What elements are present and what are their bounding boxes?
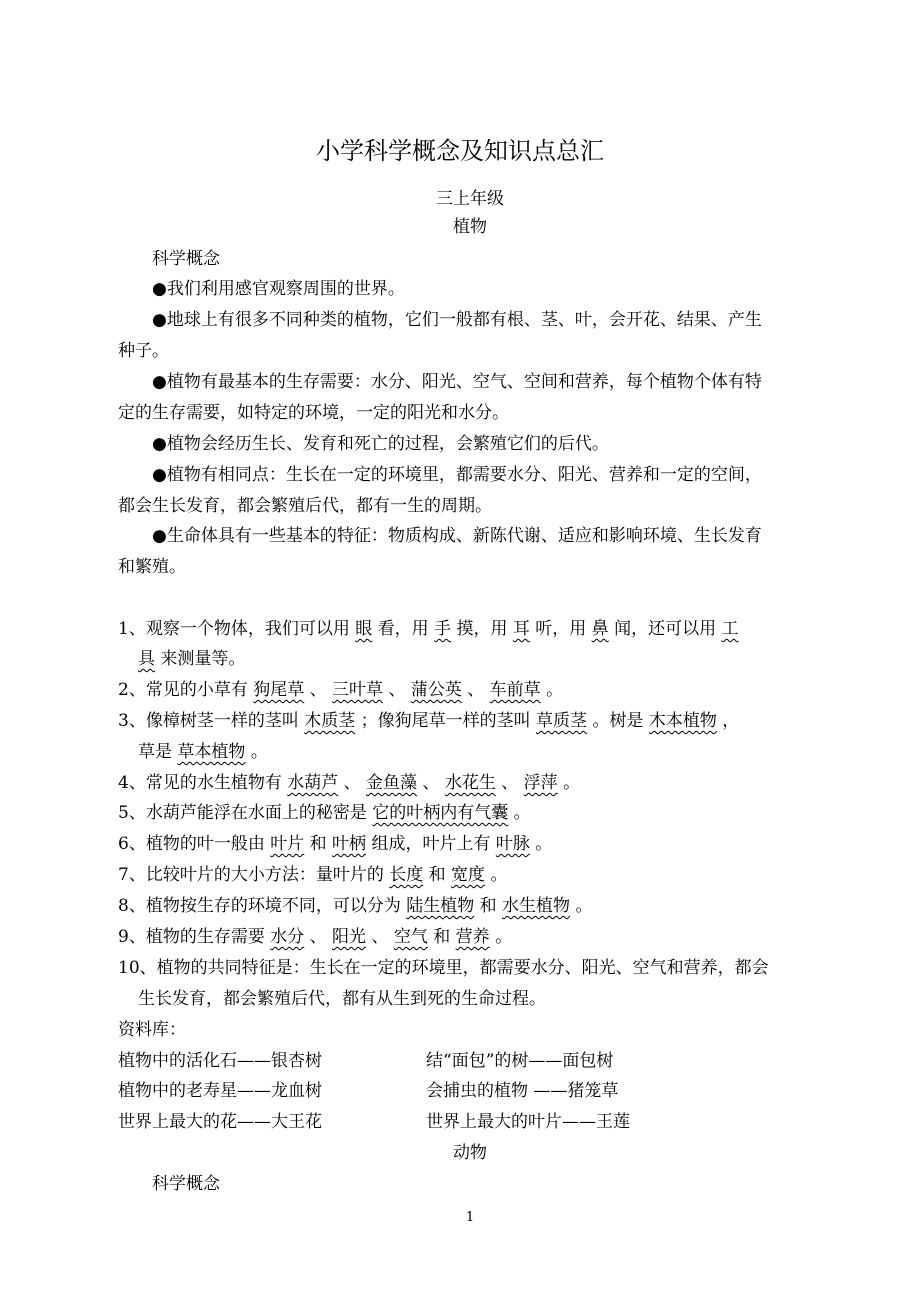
question-4: 4、常见的水生植物有 水葫芦 、 金鱼藻 、 水花生 、 浮萍 。 [118, 773, 581, 793]
library-item: 植物中的活化石——银杏树 [118, 1051, 322, 1071]
answer-blank: 陆生植物 [406, 896, 475, 916]
concept-line: ●植物会经历生长、发育和死亡的过程，会繁殖它们的后代。 [152, 434, 609, 454]
library-item: 世界上最大的叶片——王莲 [426, 1112, 630, 1132]
answer-blank: 狗尾草 [253, 680, 305, 700]
question-2: 2、常见的小草有 狗尾草 、 三叶草 、 蒲公英 、 车前草 。 [118, 680, 564, 700]
answer-blank: 耳 [512, 619, 530, 639]
concept-heading-animals: 科学概念 [152, 1174, 220, 1194]
question-1-cont: 具 来测量等。 [138, 649, 246, 669]
concept-line: ●生命体具有一些基本的特征：物质构成、新陈代谢、适应和影响环境、生长发育 [152, 526, 762, 546]
library-heading: 资料库： [118, 1020, 186, 1040]
section-heading-plants: 植物 [453, 217, 487, 237]
concept-line: 种子。 [118, 341, 169, 361]
question-3-cont: 草是 草本植物 。 [138, 742, 268, 762]
question-10-cont: 生长发育，都会繁殖后代，都有从生到死的生命过程。 [138, 989, 546, 1009]
question-10: 10、植物的共同特征是：生长在一定的环境里，都需要水分、阳光、空气和营养，都会 [118, 958, 769, 978]
answer-blank: 长度 [389, 865, 424, 885]
question-3: 3、像樟树茎一样的茎叫 木质茎 ；像狗尾草一样的茎叫 草质茎 。树是 木本植物 ， [118, 711, 740, 731]
answer-blank: 水分 [270, 927, 305, 947]
library-item: 会捕虫的植物 ——猪笼草 [426, 1081, 619, 1101]
concept-line: ●植物有最基本的生存需要：水分、阳光、空气、空间和营养，每个植物个体有特 [152, 372, 762, 392]
answer-blank: 金鱼藻 [366, 773, 418, 793]
document-title: 小学科学概念及知识点总汇 [316, 137, 604, 165]
question-1: 1、观察一个物体，我们可以用 眼 看，用 手 摸，用 耳 听，用 鼻 闻，还可以用 工 [118, 619, 739, 639]
answer-blank: 营养 [455, 927, 490, 947]
answer-blank: 车前草 [489, 680, 541, 700]
answer-blank: 眼 [355, 619, 373, 639]
concept-line: 都会生长发育，都会繁殖后代，都有一生的周期。 [118, 496, 492, 516]
library-item: 植物中的老寿星——龙血树 [118, 1081, 322, 1101]
question-9: 9、植物的生存需要 水分 、 阳光 、 空气 和 营养 。 [118, 927, 513, 947]
answer-blank: 叶片 [270, 834, 305, 854]
page-number: 1 [465, 1210, 475, 1225]
answer-blank: 蒲公英 [410, 680, 462, 700]
question-5: 5、水葫芦能浮在水面上的秘密是 它的叶柄内有气囊 。 [118, 803, 531, 823]
answer-blank: 具 [138, 649, 155, 669]
concept-line: 定的生存需要，如特定的环境，一定的阳光和水分。 [118, 403, 509, 423]
answer-blank: 三叶草 [332, 680, 384, 700]
answer-blank: 手 [434, 619, 452, 639]
concept-line: ●地球上有很多不同种类的植物，它们一般都有根、茎、叶，会开花、结果、产生 [152, 310, 762, 330]
answer-blank: 水花生 [444, 773, 496, 793]
answer-blank: 空气 [393, 927, 428, 947]
section-heading-animals: 动物 [453, 1143, 487, 1163]
answer-blank: 木本植物 [648, 711, 717, 731]
grade-heading: 三上年级 [436, 189, 504, 209]
answer-blank: 水葫芦 [287, 773, 339, 793]
answer-blank: 水生植物 [502, 896, 571, 916]
library-item: 世界上最大的花——大王花 [118, 1112, 322, 1132]
answer-blank: 宽度 [451, 865, 486, 885]
concept-line: ●植物有相同点：生长在一定的环境里，都需要水分、阳光、营养和一定的空间， [152, 465, 762, 485]
answer-blank: 鼻 [591, 619, 609, 639]
answer-blank: 它的叶柄内有气囊 [372, 803, 509, 823]
answer-blank: 工 [721, 619, 739, 639]
question-6: 6、植物的叶一般由 叶片 和 叶柄 组成，叶片上有 叶脉 。 [118, 834, 553, 854]
library-item: 结“面包”的树——面包树 [426, 1051, 614, 1071]
concept-heading: 科学概念 [152, 249, 220, 269]
answer-blank: 草本植物 [177, 742, 246, 762]
answer-blank: 叶柄 [332, 834, 367, 854]
answer-blank: 木质茎 [304, 711, 356, 731]
concept-line: ●我们利用感官观察周围的世界。 [152, 279, 405, 299]
question-8: 8、植物按生存的环境不同，可以分为 陆生植物 和 水生植物 。 [118, 896, 593, 916]
answer-blank: 草质茎 [536, 711, 588, 731]
answer-blank: 浮萍 [523, 773, 558, 793]
concept-line: 和繁殖。 [118, 557, 186, 577]
answer-blank: 叶脉 [495, 834, 530, 854]
answer-blank: 阳光 [332, 927, 367, 947]
question-7: 7、比较叶片的大小方法：量叶片的 长度 和 宽度 。 [118, 865, 508, 885]
